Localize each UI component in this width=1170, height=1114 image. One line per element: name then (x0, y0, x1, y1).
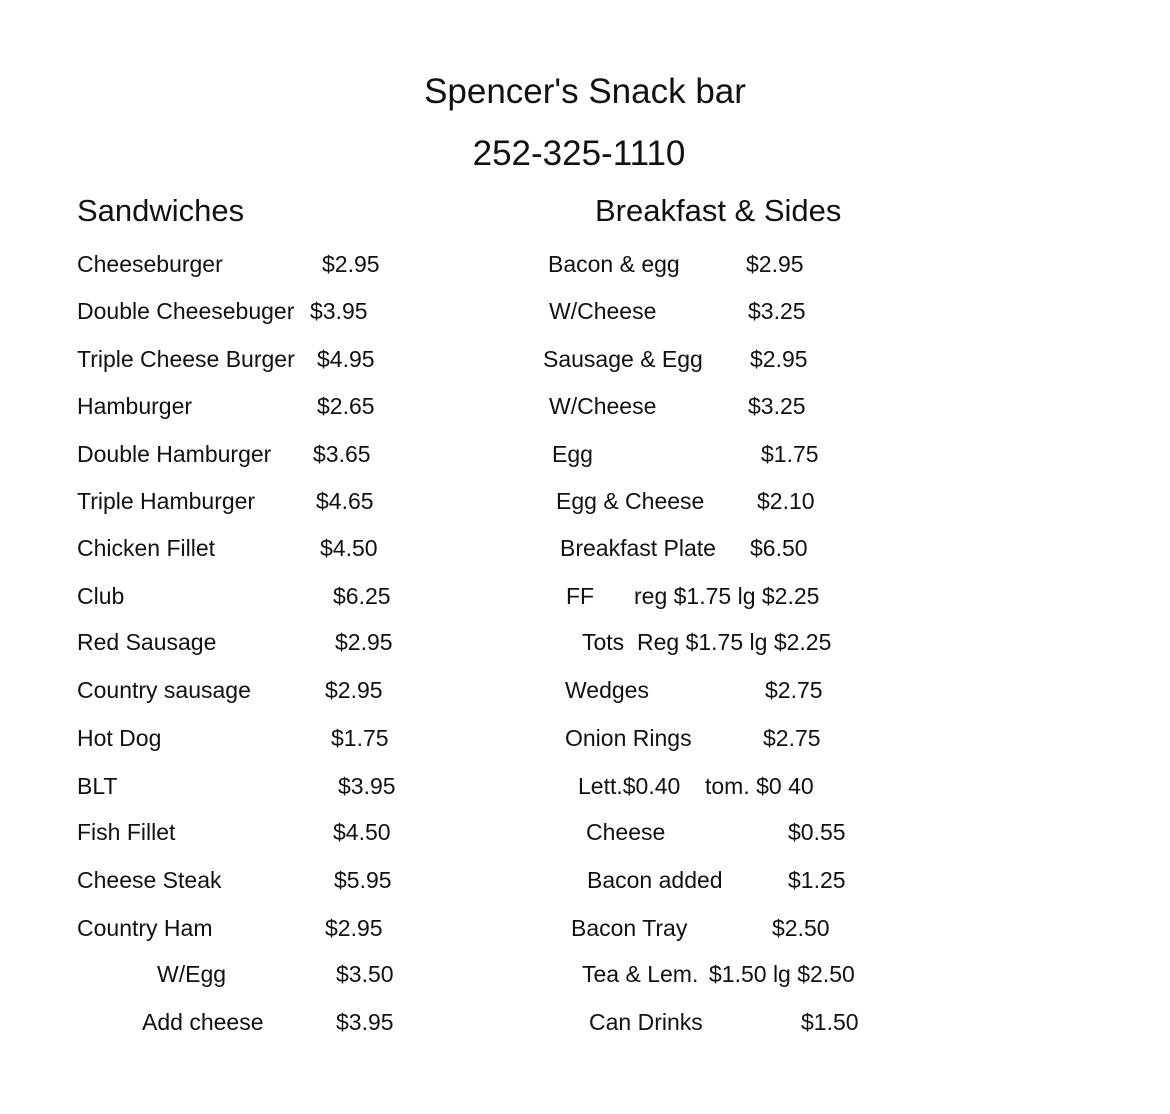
menu-item-name: Triple Hamburger (77, 488, 256, 514)
menu-item-price: $3.25 (748, 393, 806, 419)
menu-item-name: Double Hamburger (77, 441, 272, 467)
menu-item-name: Bacon & egg (548, 251, 680, 277)
menu-item-price: $1.75 (761, 441, 819, 467)
menu-item-price: Reg $1.75 lg $2.25 (637, 629, 832, 655)
menu-item-price: $1.25 (788, 867, 846, 893)
menu-item-name: W/Cheese (549, 393, 657, 419)
menu-item-price: $4.65 (316, 488, 374, 514)
menu-item-price: $2.95 (750, 346, 808, 372)
menu-item-name: Breakfast Plate (560, 535, 716, 561)
menu-item-name: Sausage & Egg (543, 346, 703, 372)
menu-item-price: $6.25 (333, 583, 391, 609)
menu-item-price: $3.95 (336, 1009, 394, 1035)
menu-item-price: $2.95 (325, 677, 383, 703)
menu-item-name: Hamburger (77, 393, 193, 419)
menu-item-name: Red Sausage (77, 629, 217, 655)
menu-item-price: $4.50 (333, 819, 391, 845)
menu-item-price: $0.55 (788, 819, 846, 845)
menu-item-name: Bacon Tray (571, 915, 688, 941)
menu-item-name: Triple Cheese Burger (77, 346, 295, 372)
menu-item-price: $3.50 (336, 961, 394, 987)
menu-item-name: BLT (77, 773, 118, 799)
menu-item-price: $3.65 (313, 441, 371, 467)
menu-item-name: Club (77, 583, 125, 609)
page-title: Spencer's Snack bar (424, 72, 746, 111)
menu-item-name: Onion Rings (565, 725, 692, 751)
menu-item-name: W/Cheese (549, 298, 657, 324)
menu-item-price: $4.95 (317, 346, 375, 372)
menu-item-price: $2.75 (763, 725, 821, 751)
menu-item-price: $2.10 (757, 488, 815, 514)
menu-item-name: Tea & Lem. (582, 961, 699, 987)
menu-item-price: $2.95 (325, 915, 383, 941)
menu-item-name: Tots (582, 629, 625, 655)
menu-item-price: $2.95 (335, 629, 393, 655)
menu-item-name: Cheeseburger (77, 251, 223, 277)
menu-item-price: $1.50 lg $2.50 (709, 961, 855, 987)
menu-item-name: Fish Fillet (77, 819, 176, 845)
menu-item-price: $4.50 (320, 535, 378, 561)
menu-item-name: Lett.$0.40 (578, 773, 681, 799)
menu-item-name: Egg (552, 441, 593, 467)
menu-item-name: Can Drinks (589, 1009, 703, 1035)
menu-item-name: W/Egg (157, 961, 227, 987)
menu-item-price: $1.50 (801, 1009, 859, 1035)
menu-item-name: Country Ham (77, 915, 213, 941)
menu-item-name: Add cheese (142, 1009, 264, 1035)
menu-item-name: Chicken Fillet (77, 535, 216, 561)
menu-item-name: Double Cheesebuger (77, 298, 295, 324)
sandwiches-heading: Sandwiches (77, 193, 245, 228)
menu-item-price: $3.95 (338, 773, 396, 799)
menu-item-name: FF (566, 583, 595, 609)
menu-item-price: $2.50 (772, 915, 830, 941)
menu-item-price: $6.50 (750, 535, 808, 561)
menu-item-name: Country sausage (77, 677, 251, 703)
menu-item-price: $2.75 (765, 677, 823, 703)
menu-item-price: $2.95 (746, 251, 804, 277)
menu-item-name: Egg & Cheese (556, 488, 705, 514)
menu-item-name: Cheese Steak (77, 867, 222, 893)
menu-item-price: $5.95 (334, 867, 392, 893)
menu-item-price: tom. $0 40 (705, 773, 814, 799)
menu-item-price: $1.75 (331, 725, 389, 751)
menu-item-name: Wedges (565, 677, 649, 703)
breakfast-sides-heading: Breakfast & Sides (595, 193, 842, 228)
menu-item-name: Hot Dog (77, 725, 162, 751)
menu-item-price: $3.25 (748, 298, 806, 324)
menu-item-price: $3.95 (310, 298, 368, 324)
phone-number: 252-325-1110 (472, 134, 686, 173)
menu-item-name: Cheese (586, 819, 666, 845)
menu-item-price: $2.65 (317, 393, 375, 419)
menu-item-price: reg $1.75 lg $2.25 (634, 583, 820, 609)
menu-item-name: Bacon added (587, 867, 723, 893)
menu-item-price: $2.95 (322, 251, 380, 277)
